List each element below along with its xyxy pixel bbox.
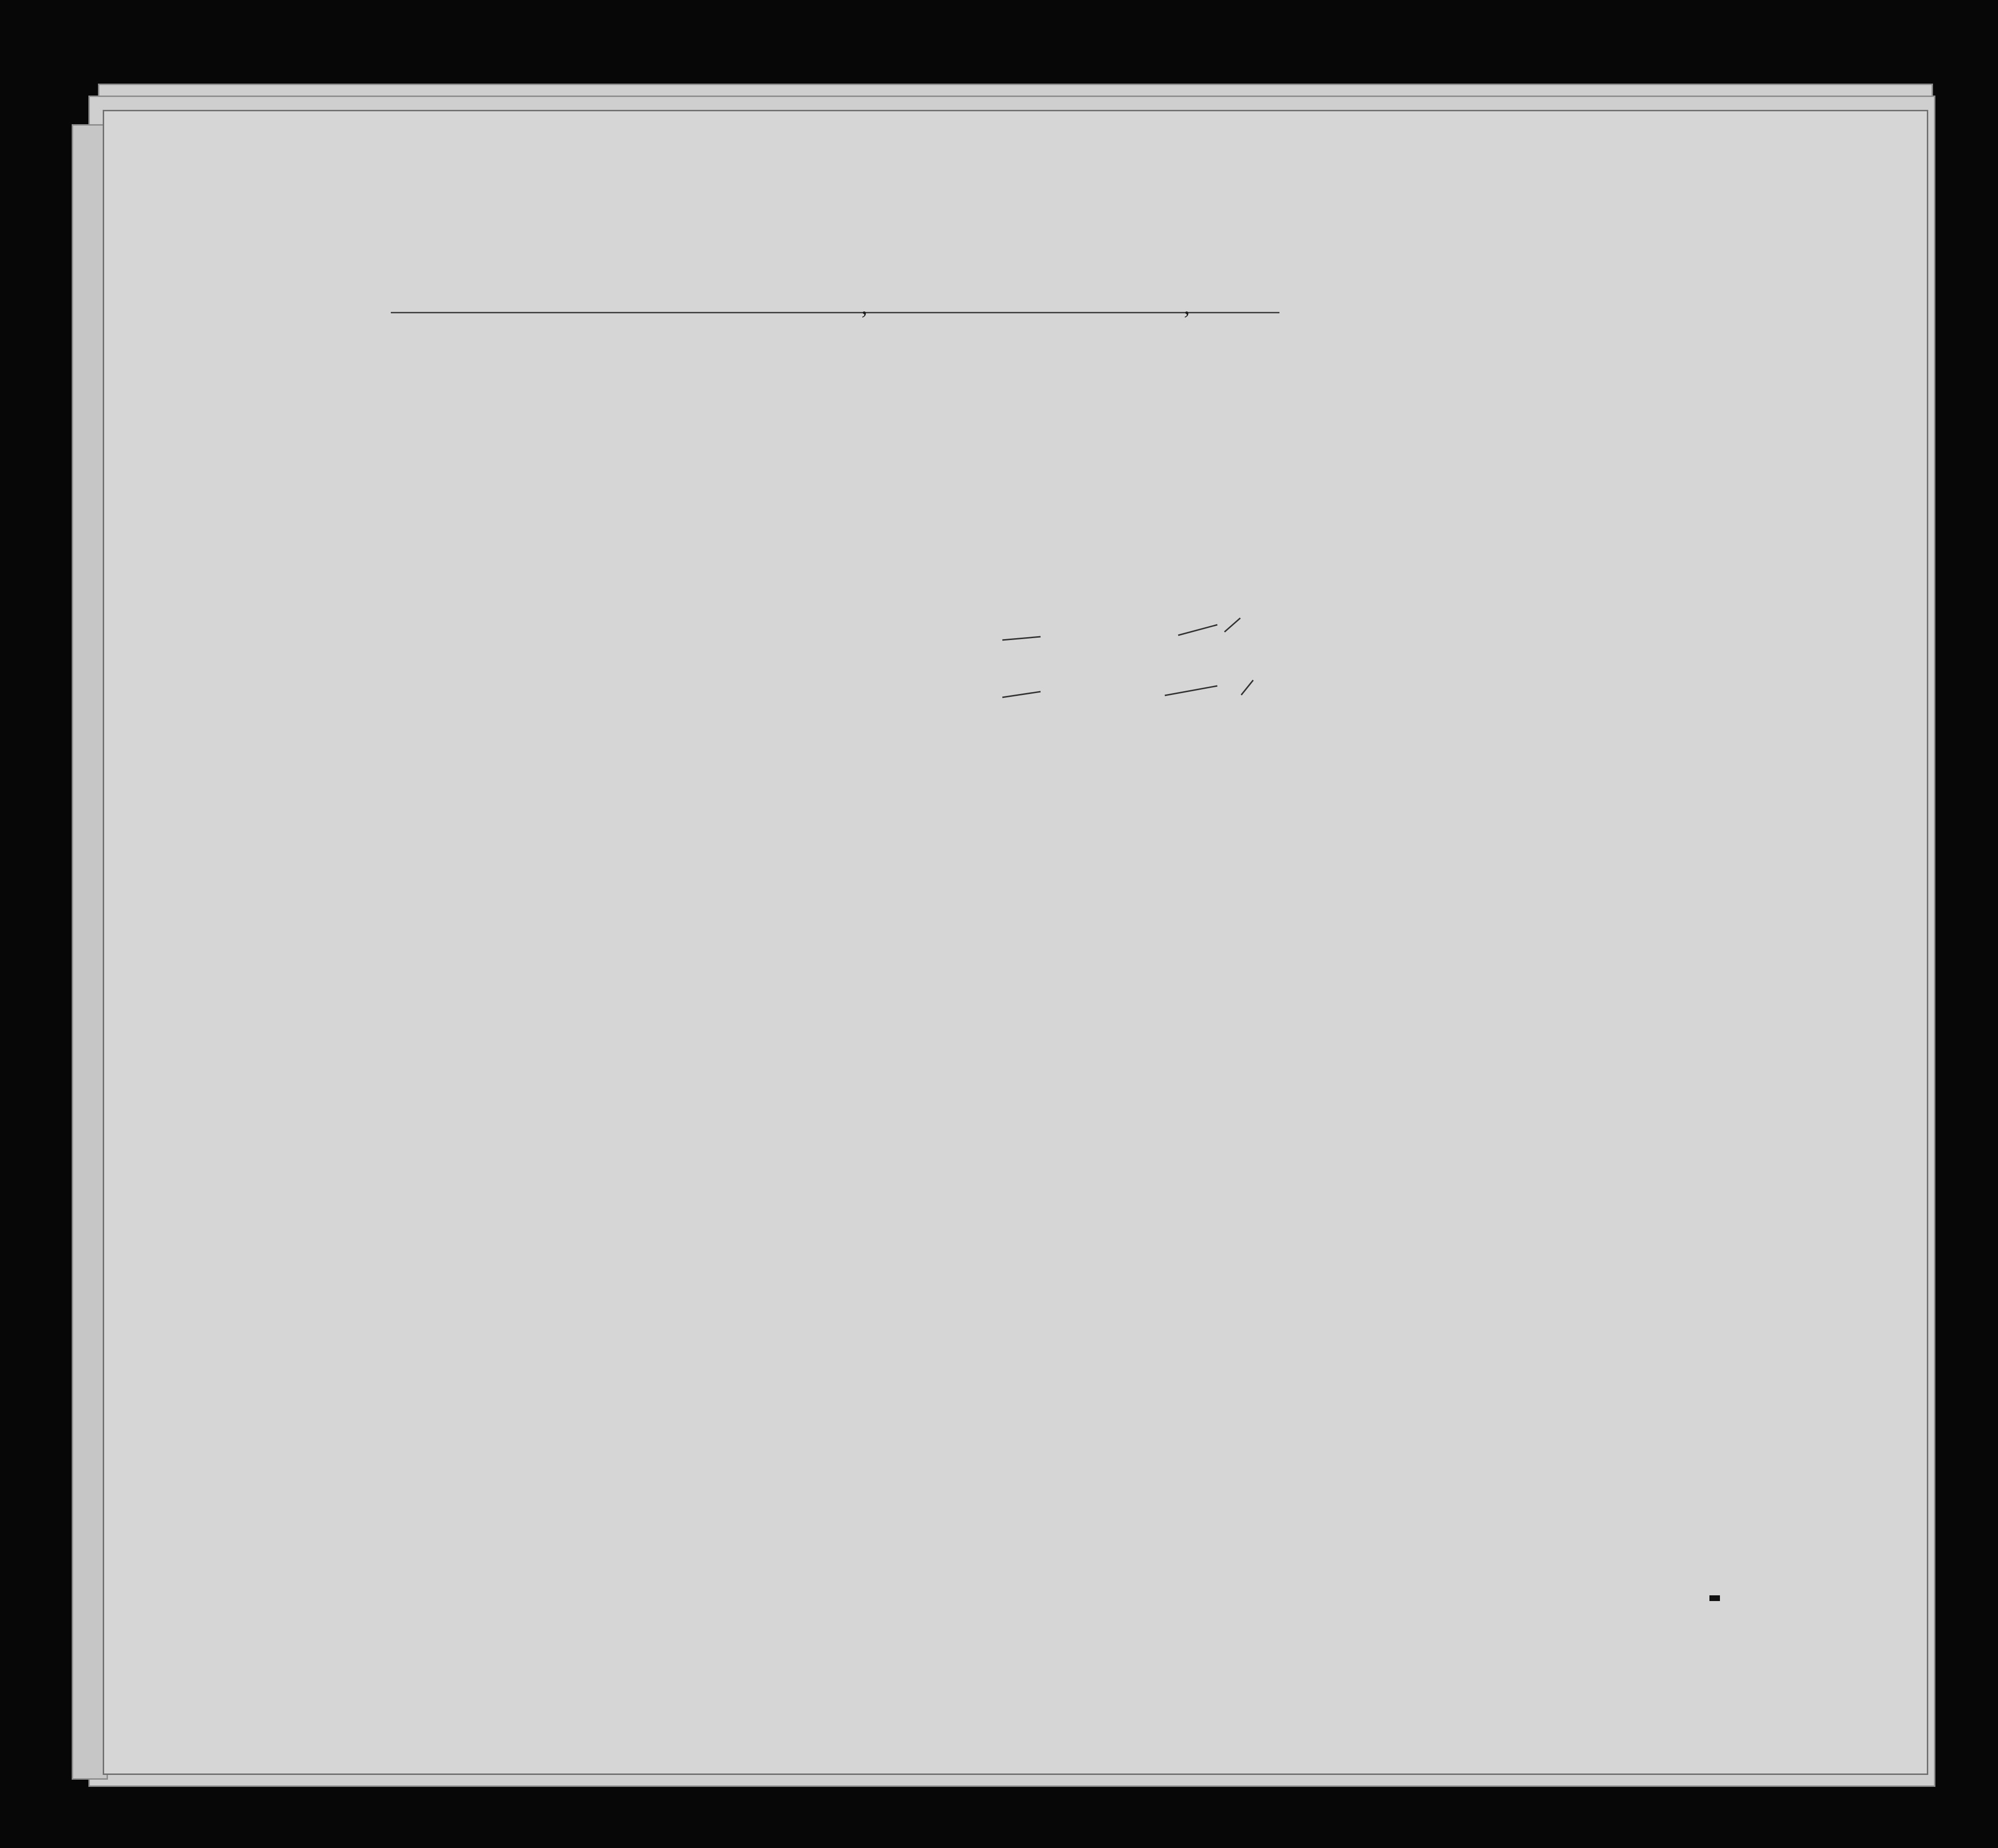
date-line	[888, 312, 1279, 313]
separator-comma: ,	[1184, 292, 1190, 319]
column-headers	[104, 329, 1492, 470]
manifest-sheet	[103, 110, 1928, 1775]
separator-comma: ,	[861, 292, 868, 319]
passenger-entries	[1002, 618, 1720, 1601]
ink-blot	[1709, 1595, 1720, 1601]
check-marks	[1002, 618, 1253, 697]
manifest-table	[104, 329, 1927, 1704]
port-line	[391, 312, 964, 313]
